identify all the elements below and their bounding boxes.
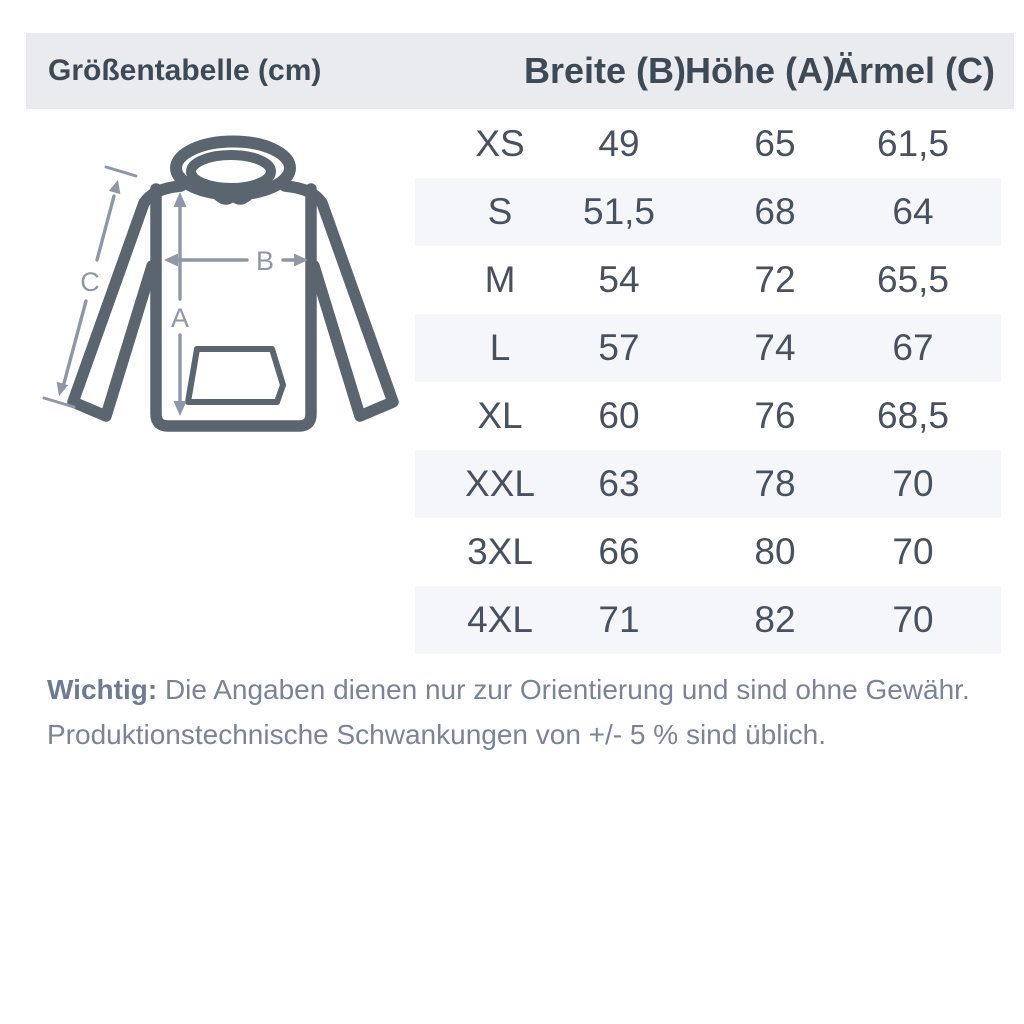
breite-value: 54 [598,259,640,300]
hoehe-value: 72 [754,259,796,300]
page-title: Größentabelle (cm) [48,54,322,87]
height-arrow-a-head-up [174,192,187,207]
table-row-s [415,178,1001,246]
hoehe-value: 76 [754,395,796,436]
table-row-m [415,246,1001,314]
table-row-3xl [415,518,1001,586]
table-row-xl [415,382,1001,450]
hoodie-left-sleeve [73,186,181,416]
table-row-xxl [415,450,1001,518]
hoodie-pocket [188,349,283,402]
diagram-label-b: B [255,246,275,276]
note-label: Wichtig: [47,674,158,705]
breite-value: 57 [598,327,640,368]
breite-value: 51,5 [582,191,656,232]
size-table [415,110,1001,654]
hoehe-value: 65 [754,123,796,164]
height-arrow-a-head-down [174,401,187,416]
column-header-breite: Breite (B) [523,50,687,91]
hoodie-measurement-diagram-icon [40,130,420,445]
size-label: XL [477,395,523,436]
column-header-hoehe: Höhe (A) [685,50,835,91]
disclaimer-note [47,667,977,757]
note-line2: Produktionstechnische Schwankungen von +/- 5 % sind üblich. [47,719,827,750]
hoehe-value: 74 [754,327,796,368]
diagram-label-c: C [80,267,100,297]
size-label: S [487,191,513,232]
hoehe-value: 82 [754,599,796,640]
table-header-band [26,33,1014,109]
column-header-aermel: Ärmel (C) [832,50,996,91]
hoehe-value: 68 [754,191,796,232]
size-label: M [484,259,516,300]
breite-value: 66 [598,531,640,572]
aermel-value: 67 [892,327,934,368]
sleeve-arrow-c-head-down [57,382,69,396]
table-row-l [415,314,1001,382]
aermel-value: 64 [892,191,934,232]
size-label: L [489,327,511,368]
aermel-value: 70 [892,599,934,640]
hoehe-value: 78 [754,463,796,504]
aermel-value: 65,5 [876,259,950,300]
width-arrow-b-head-left [164,254,178,267]
sleeve-arrow-top-tick [106,167,136,176]
size-label: XXL [465,463,535,504]
table-row-xs [415,110,1001,178]
aermel-value: 70 [892,531,934,572]
note-line1: Die Angaben dienen nur zur Orientierung und sind ohne Gewähr. [164,674,970,705]
aermel-value: 68,5 [876,395,950,436]
breite-value: 63 [598,463,640,504]
hoehe-value: 80 [754,531,796,572]
breite-value: 49 [598,123,640,164]
hoodie-right-sleeve [285,186,393,416]
aermel-value: 61,5 [876,123,950,164]
table-row-4xl [415,586,1001,654]
sleeve-arrow-c-head-up [109,180,121,194]
size-label: 3XL [467,531,533,572]
size-label: XS [475,123,525,164]
breite-value: 71 [598,599,640,640]
aermel-value: 70 [892,463,934,504]
diagram-label-a: A [170,303,190,333]
size-label: 4XL [467,599,533,640]
hoodie-hood-inner [191,155,271,188]
breite-value: 60 [598,395,640,436]
